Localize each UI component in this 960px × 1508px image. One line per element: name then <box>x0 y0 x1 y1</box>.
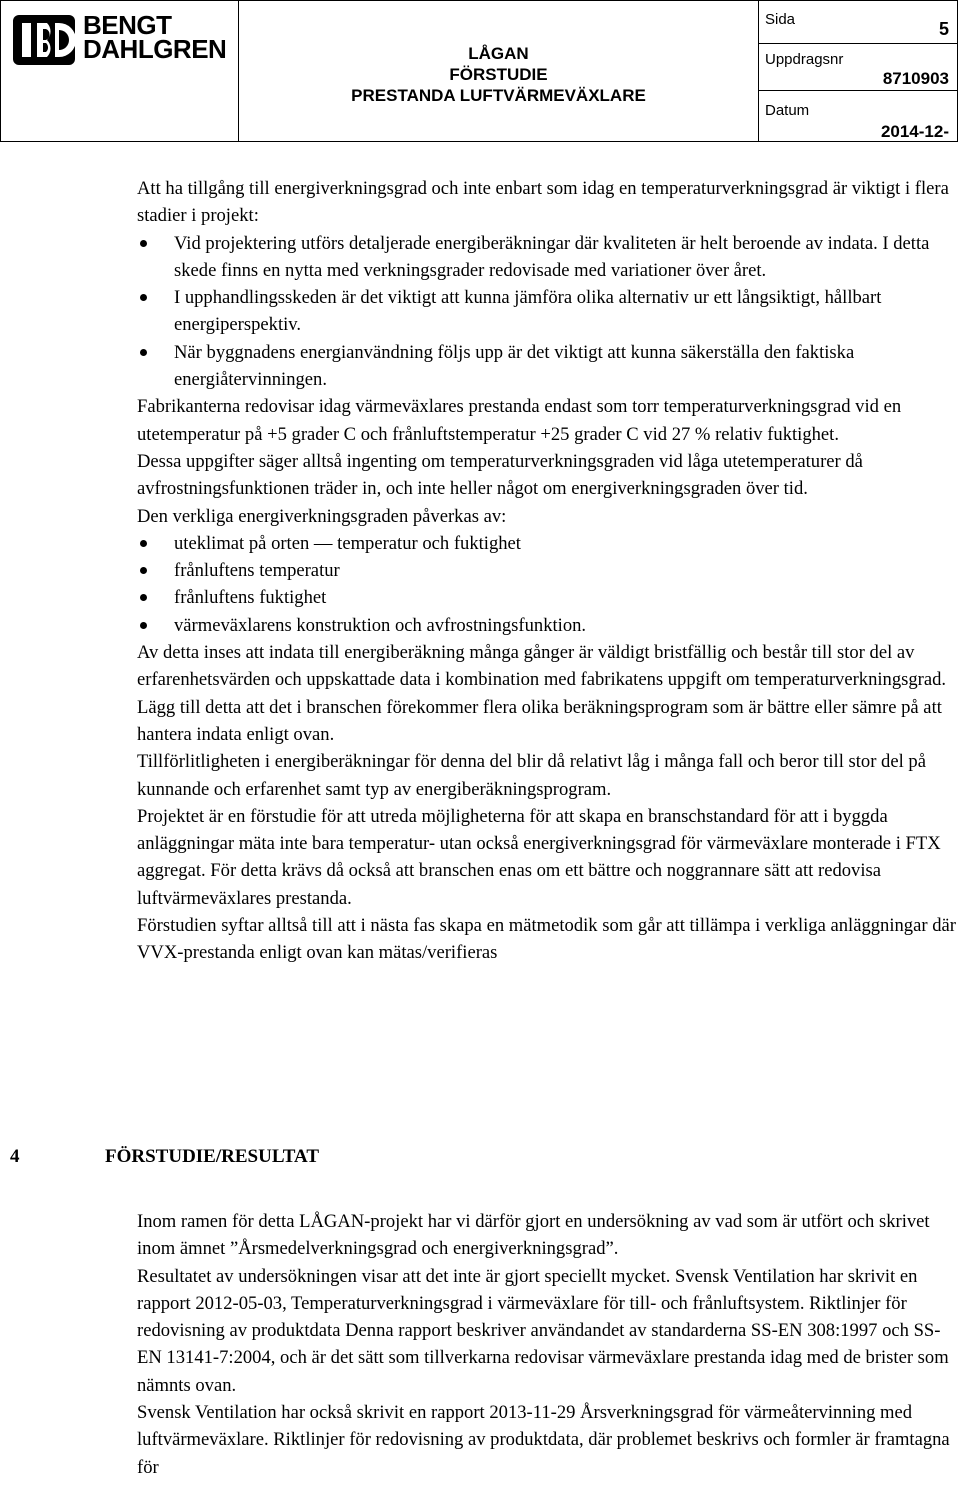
paragraph: Förstudien syftar alltså till att i nästa fas skapa en mätmetodik som går att tillämpa i verkliga anläggningar där VVX-prestanda enligt ovan kan mätas/verifieras <box>137 915 956 964</box>
paragraph: Fabrikanterna redovisar idag värmeväxlares prestanda endast som torr temperaturverkningsgrad vid en utetemperatur på +5 grader C och frånluftstemperatur +25 grader C vid 27 % relativ fuktighet. <box>137 396 902 445</box>
bullet-icon <box>140 294 147 301</box>
date-label: Datum <box>765 102 810 119</box>
bullet-icon <box>140 540 147 547</box>
logo-line-2: DAHLGREN <box>83 34 227 64</box>
body-text <box>137 175 957 967</box>
section-number: 4 <box>10 1146 20 1167</box>
page-number-cell <box>759 1 957 44</box>
document-meta <box>759 1 957 141</box>
order-number-cell <box>759 43 957 91</box>
list-item <box>137 584 957 611</box>
bullet-icon <box>140 567 147 574</box>
list-item <box>137 284 957 339</box>
paragraph: Projektet är en förstudie för att utreda möjligheterna för att skapa en branschstandard för att i byggda anläggningar mäta inte bara temperatur- utan också energiverkningsgrad för värmeväxlare monterade i FTX aggregat. För detta krävs då också att branschen enas om ett bättre och noggrannare sätt att redovisa luftvärmeväxlares prestanda. <box>137 805 941 909</box>
bullet-icon <box>140 622 147 629</box>
document-subject: PRESTANDA LUFTVÄRMEVÄXLARE <box>351 86 646 105</box>
order-label: Uppdragsnr <box>765 51 844 68</box>
list-item-text: frånluftens fuktighet <box>174 587 327 609</box>
logo-mark-icon <box>13 15 75 65</box>
paragraph: Av detta inses att indata till energiberäkning många gånger är väldigt bristfällig och består till stor del av erfarenhetsvärden och uppskattade data i kombination med fabrikatens uppgift om temperaturverkningsgrad. <box>137 642 947 691</box>
list-item <box>137 612 957 639</box>
page-value: 5 <box>938 19 949 39</box>
list-item <box>137 339 957 394</box>
paragraph: Resultatet av undersökningen visar att det inte är gjort speciellt mycket. Svensk Ventilation har skrivit en rapport 2012-05-03, Temperaturverkningsgrad i värmeväxlare för till- och frånluftsystem. Riktlinjer för redovisning av produktdata Denna rapport beskriver användandet av standarderna SS-EN 308:1997 och SS-EN 13141-7:2004, och är det sätt som tillverkarna redovisar värmeväxlare prestanda idag med de brister som nämnts ovan. <box>137 1265 949 1396</box>
list-item-text: Vid projektering utförs detaljerade energiberäkningar där kvaliteten är helt beroende av indata. I detta skede finns en nytta med verkningsgrader redovisade med variationer över året. <box>174 232 930 281</box>
page-label: Sida <box>765 11 796 28</box>
date-cell <box>759 90 957 141</box>
date-value: 2014-12- <box>880 122 949 141</box>
list-item <box>137 230 957 285</box>
list-item-text: I upphandlingsskeden är det viktigt att kunna jämföra olika alternativ ur ett långsiktigt, hållbart energiperspektiv. <box>174 287 882 336</box>
list-item-text: värmeväxlarens konstruktion och avfrostningsfunktion. <box>174 614 587 636</box>
paragraph: Svensk Ventilation har också skrivit en rapport 2013-11-29 Årsverkningsgrad för värmeåtervinning med luftvärmeväxlare. Riktlinjer för redovisning av produktdata, där problemet beskrivs och formler är framtagna för <box>137 1402 950 1478</box>
bullet-list-factors <box>137 530 957 639</box>
bullet-icon <box>140 240 147 247</box>
list-item-text: uteklimat på orten — temperatur och fuktighet <box>174 532 521 554</box>
paragraph: Att ha tillgång till energiverkningsgrad och inte enbart som idag en temperaturverkningsgrad är viktigt i flera stadier i projekt: <box>137 178 949 227</box>
project-title: LÅGAN <box>468 44 529 63</box>
logo-line-1: BENGT <box>83 10 172 40</box>
paragraph: Den verkliga energiverkningsgraden påverkas av: <box>137 505 507 527</box>
logo-text <box>83 10 227 64</box>
list-item <box>137 530 957 557</box>
list-item-text: När byggnadens energianvändning följs upp är det viktigt att kunna säkerställa den faktiska energiåtervinningen. <box>174 341 855 391</box>
bullet-list-stages <box>137 230 957 394</box>
section-title: FÖRSTUDIE/RESULTAT <box>105 1146 319 1167</box>
paragraph: Inom ramen för detta LÅGAN-projekt har vi därför gjort en undersökning av vad som är utfört och skrivet inom ämnet ”Årsmedelverkningsgrad och energiverkningsgrad”. <box>137 1211 930 1260</box>
bullet-icon <box>140 349 147 356</box>
order-value: 8710903 <box>882 69 949 88</box>
list-item <box>137 557 957 584</box>
section-body <box>137 1208 957 1481</box>
paragraph: Tillförlitligheten i energiberäkningar för denna del blir då relativt låg i många fall och beror till stor del på kunnande och erfarenhet samt typ av energiberäkningsprogram. <box>137 751 926 800</box>
company-logo <box>1 1 239 141</box>
document-type: FÖRSTUDIE <box>449 65 548 84</box>
paragraph: Dessa uppgifter säger alltså ingenting om temperaturverkningsgraden vid låga utetemperaturer då avfrostningsfunktionen träder in, och inte heller något om energiverkningsgraden över tid. <box>137 450 863 500</box>
bullet-icon <box>140 594 147 601</box>
page-header <box>0 0 958 142</box>
paragraph: Lägg till detta att det i branschen förekommer flera olika beräkningsprogram som är bättre eller sämre på att hantera indata enligt ovan. <box>137 696 942 745</box>
list-item-text: frånluftens temperatur <box>174 560 340 582</box>
document-title-block <box>239 1 759 141</box>
